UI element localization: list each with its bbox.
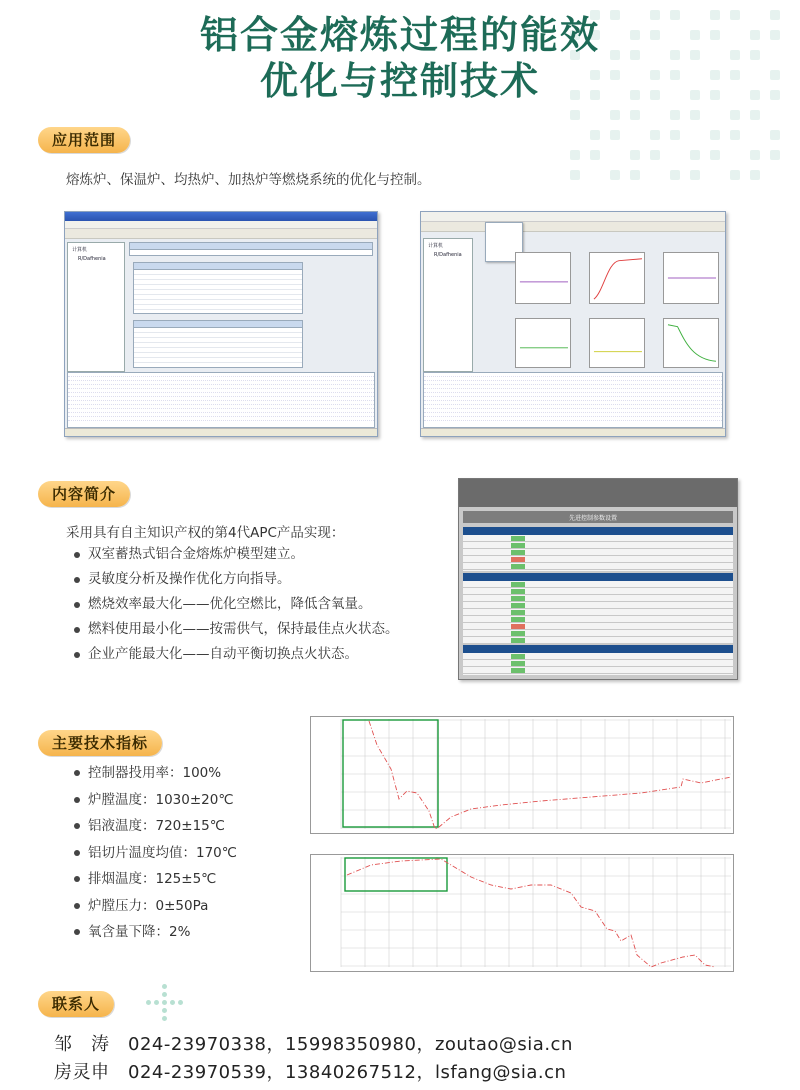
tree-node-child: R/Dafhenia bbox=[78, 256, 106, 262]
mini-chart-1 bbox=[515, 252, 571, 304]
section-tag-contact: 联系人 bbox=[38, 991, 114, 1017]
scope-text: 熔炼炉、保温炉、均热炉、加热炉等燃烧系统的优化与控制。 bbox=[66, 172, 431, 188]
tree-node-child-right: R/Dafhenia bbox=[434, 252, 462, 258]
contact-line: 邹 涛 024-23970338，15998350980，zoutao@sia.cn bbox=[54, 1034, 573, 1055]
mini-chart-6 bbox=[663, 318, 719, 368]
intro-bullet: 企业产能最大化——自动平衡切换点火状态。 bbox=[70, 642, 399, 667]
mini-chart-3 bbox=[663, 252, 719, 304]
highlight-box-1 bbox=[343, 720, 438, 827]
decorative-plus-dots bbox=[146, 984, 186, 1024]
mini-chart-5 bbox=[589, 318, 645, 368]
highlight-box-2 bbox=[345, 858, 447, 891]
specs-list bbox=[70, 760, 237, 946]
section-tag-intro: 内容简介 bbox=[38, 481, 130, 507]
intro-bullet: 燃料使用最小化——按需供气，保持最佳点火状态。 bbox=[70, 617, 399, 642]
apc-header: 先进控制参数设置 bbox=[569, 515, 618, 522]
title-line-1: 铝合金熔炼过程的能效 bbox=[199, 13, 600, 57]
intro-bullet: 灵敏度分析及操作优化方向指导。 bbox=[70, 567, 399, 592]
trend-line-2 bbox=[347, 859, 715, 967]
tree-node-root: 计算机 bbox=[72, 247, 88, 253]
page-title bbox=[0, 12, 800, 104]
mini-chart-2 bbox=[589, 252, 645, 304]
intro-bullet-list bbox=[70, 542, 399, 667]
software-screenshot-right bbox=[420, 211, 726, 437]
spec-item: 铝液温度：720±15℃ bbox=[70, 813, 237, 840]
contact-line: 房灵申 024-23970539，13840267512，lsfang@sia.cn bbox=[54, 1062, 567, 1083]
spec-item: 氧含量下降：2% bbox=[70, 919, 237, 946]
trend-chart-top bbox=[310, 716, 734, 834]
trend-chart-bottom bbox=[310, 854, 734, 972]
mini-chart-4 bbox=[515, 318, 571, 368]
apc-dashboard-screenshot bbox=[458, 478, 738, 680]
section-tag-specs: 主要技术指标 bbox=[38, 730, 162, 756]
spec-item: 炉膛压力：0±50Pa bbox=[70, 893, 237, 920]
title-line-2: 优化与控制技术 bbox=[259, 59, 540, 103]
intro-bullet: 双室蓄热式铝合金熔炼炉模型建立。 bbox=[70, 542, 399, 567]
software-screenshot-left bbox=[64, 211, 378, 437]
spec-item: 控制器投用率：100% bbox=[70, 760, 237, 787]
section-tag-scope: 应用范围 bbox=[38, 127, 130, 153]
intro-bullet: 燃烧效率最大化——优化空燃比，降低含氧量。 bbox=[70, 592, 399, 617]
tree-node-root-right: 计算机 bbox=[428, 243, 444, 249]
spec-item: 铝切片温度均值：170℃ bbox=[70, 840, 237, 867]
spec-item: 排烟温度：125±5℃ bbox=[70, 866, 237, 893]
intro-lead: 采用具有自主知识产权的第4代APC产品实现： bbox=[66, 525, 345, 541]
spec-item: 炉膛温度：1030±20℃ bbox=[70, 787, 237, 814]
